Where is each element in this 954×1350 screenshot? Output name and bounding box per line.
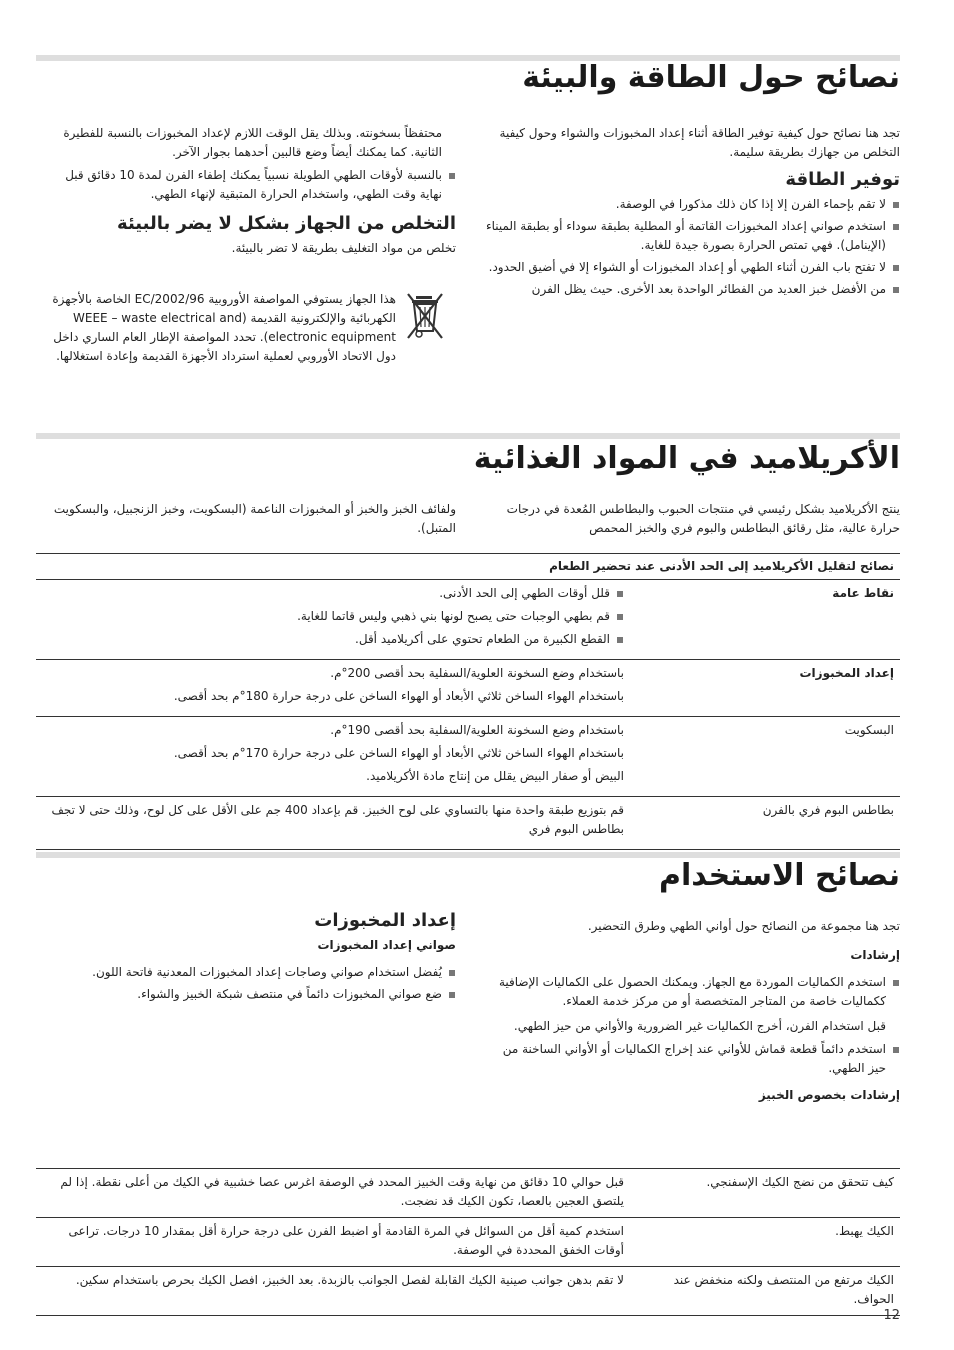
table-line: قم بتوزيع طبقة واحدة منها بالتساوي على لوح الخبيز. قم بإعداد 400 جم على الأقل على كل لوح، وذلك حتى لا تجف بطاطس البوم فري — [51, 803, 624, 836]
guidance-list-2 — [484, 1040, 900, 1078]
table-line: باستخدام وضع السخونة العلوية/السفلية بحد أقصى 200°م. — [330, 666, 624, 680]
table-row-value — [36, 717, 630, 797]
baking-heading: إعداد المخبوزات — [314, 910, 456, 931]
baking-tips-table — [36, 1168, 900, 1316]
page-number: 12 — [883, 1308, 900, 1323]
table-row-value — [36, 580, 630, 660]
list-item: لا تقم بإحماء الفرن إلا إذا كان ذلك مذكورا في الوصفة. — [484, 195, 900, 214]
usage-right-column — [484, 917, 900, 1113]
list-item: استخدم دائماً قطعة قماش للأواني عند إخراج الكماليات أو الأواني الساخنة من حيز الطهي. — [484, 1040, 900, 1078]
list-item: استخدم صواني إعداد المخبوزات القاتمة أو المطلية بطبقة سوداء أو بطبقة الميناء (الإينامل). فهي تمتص الحرارة بصورة جيدة للغاية. — [484, 217, 900, 255]
weee-notice: هذا الجهاز يستوفي المواصفة الأوروبية 2002/96/EC الخاصة بالأجهزة الكهربائية والإلكترونية القديمة (WEEE – waste electrical and electronic equipment). تحدد المواصفة الإطار العام الساري داخل دول الاتحاد الأوروبي لعملية استرداد الأجهزة القديمة وإعادة استغلالها. — [52, 292, 396, 363]
energy-tip-continued: محتفظاً بسخونته. وبذلك يقل الوقت اللازم لإعداد المخبوزات بالنسبة للفطيرة الثانية. كما يمكنك أيضاً وضع قالبين أحدهما بجوار الآخر. — [63, 126, 442, 159]
tip-answer: استخدم كمية أقل من السوائل في المرة القادمة أو اضبط الفرن على درجة حرارة أقل بمقدار 10 درجات. تراعى أوقات الخفق المحددة في الوصفة. — [36, 1218, 630, 1267]
section-divider — [36, 433, 900, 439]
baking-tips-heading: إرشادات بخصوص الخبيز — [758, 1088, 900, 1102]
list-item: قلل أوقات الطهي إلى الحد الأدنى. — [42, 584, 624, 603]
acrylamide-intro-right: ينتج الأكريلاميد بشكل رئيسي في منتجات الحبوب والبطاطس المُعدة في درجات حرارة عالية، مثل رقائق البطاطس والبوم فري والخبز المحمص — [506, 502, 900, 535]
table-row-value — [36, 797, 630, 850]
tip-question: الكيك مرتفع من المنتصف ولكنه منخفض عند الحواف. — [630, 1267, 900, 1316]
guidance-plain-text: قبل استخدام الفرن، أخرج الكماليات غير الضرورية والأواني من حيز الطهي. — [513, 1019, 886, 1033]
energy-tips-list — [484, 195, 900, 299]
table-row-key: البسكويت — [630, 717, 900, 797]
energy-left-column — [40, 124, 456, 268]
guidance-heading: إرشادات — [850, 948, 900, 962]
list-item: استخدم الكماليات الموردة مع الجهاز. ويمكنك الحصول على الكماليات الإضافية ككماليات خاصة من المتاجر المتخصصة أو من مركز خدمة العملاء. — [484, 973, 900, 1011]
guidance-list — [484, 973, 900, 1011]
list-item: لا تفتح باب الفرن أثناء الطهي أو إعداد المخبوزات أو الشواء إلا في أضيق الحدود. — [484, 258, 900, 277]
tip-answer: لا تقم بدهن جوانب صينية الكيك القابلة لفصل الجوانب بالزبدة. بعد الخبيز، افصل الكيك بحرص باستخدام سكين. — [36, 1267, 630, 1316]
section-title-energy-environment: نصائح حول الطاقة والبيئة — [522, 60, 900, 95]
table-header: نصائح لتقليل الأكريلاميد إلى الحد الأدنى عند تحضير الطعام — [36, 554, 900, 580]
list-item: بالنسبة لأوقات الطهي الطويلة نسبياً يمكنك إطفاء الفرن لمدة 10 دقائق قبل نهاية وقت الطهي، واستخدام الحرارة المتبقية لإنهاء الطهي. — [40, 166, 456, 204]
tip-answer: قبل حوالي 10 دقائق من نهاية وقت الخبيز المحدد في الوصفة اغرس عصا خشبية في الكيك من أعلى نقطة. إذا لم يلتصق العجين بالعصا، تكون الكيك قد نضجت. — [36, 1169, 630, 1218]
list-item: من الأفضل خبز العديد من الفطائر الواحدة بعد الأخرى. حيث يظل الفرن — [484, 280, 900, 299]
list-item: ضع صواني المخبوزات دائماً في منتصف شبكة الخبيز والشواء. — [36, 985, 456, 1004]
table-line: باستخدام وضع السخونة العلوية/السفلية بحد أقصى 190°م. — [330, 723, 624, 737]
energy-tips-list-cont — [40, 166, 456, 204]
list-item: قم بطهي الوجبات حتى يصبح لونها بني ذهبي وليس قاتما للغاية. — [42, 607, 624, 626]
table-row-key: نقاط عامة — [832, 586, 894, 600]
table-line: باستخدام الهواء الساخن ثلاثي الأبعاد أو الهواء الساخن على درجة حرارة 180°م بحد أقصى. — [173, 689, 624, 703]
list-item: القطع الكبيرة من الطعام تحتوي على أكريلاميد أقل. — [42, 630, 624, 649]
table-line: البيض أو صفار البيض يقلل من إنتاج مادة الأكريلاميد. — [366, 769, 624, 783]
trays-list — [36, 963, 456, 1004]
disposal-text: تخلص من مواد التغليف بطريقة لا تضر بالبيئة. — [231, 241, 456, 255]
energy-saving-heading: توفير الطاقة — [785, 169, 900, 190]
table-line: باستخدام الهواء الساخن ثلاثي الأبعاد أو الهواء الساخن على درجة حرارة 170°م بحد أقصى. — [173, 746, 624, 760]
table-row-key: إعداد المخبوزات — [630, 660, 900, 717]
acrylamide-table — [36, 553, 900, 850]
crossed-bin-icon — [405, 291, 447, 343]
section-title-acrylamide: الأكريلاميد في المواد الغذائية — [473, 441, 900, 476]
tip-question: الكيك يهبط. — [630, 1218, 900, 1267]
tip-question: كيف تتحقق من نضج الكيك الإسفنجي. — [630, 1169, 900, 1218]
disposal-heading: التخلص من الجهاز بشكل لا يضر بالبيئة — [117, 213, 456, 234]
trays-heading: صواني إعداد المخبوزات — [317, 938, 456, 952]
section-intro: تجد هنا نصائح حول كيفية توفير الطاقة أثناء إعداد المخبوزات والشواء وحول كيفية التخلص من جهازك بطريقة سليمة. — [499, 126, 900, 159]
acrylamide-intro-left: ولفائف الخبز والخبز أو المخبوزات الناعمة (البسكويت، وخبز الزنجبيل، والبسكويت المتبل). — [53, 502, 456, 535]
list-item: يُفضل استخدام صواني وصاجات إعداد المخبوزات المعدنية فاتحة اللون. — [36, 963, 456, 982]
table-row-key: بطاطس البوم فري بالفرن — [630, 797, 900, 850]
usage-intro: تجد هنا مجموعة من النصائح حول أواني الطهي وطرق التحضير. — [587, 919, 900, 933]
section-title-usage-tips: نصائح الاستخدام — [658, 858, 900, 893]
usage-left-column — [36, 907, 456, 1010]
energy-right-column — [484, 124, 900, 305]
table-row-value — [36, 660, 630, 717]
